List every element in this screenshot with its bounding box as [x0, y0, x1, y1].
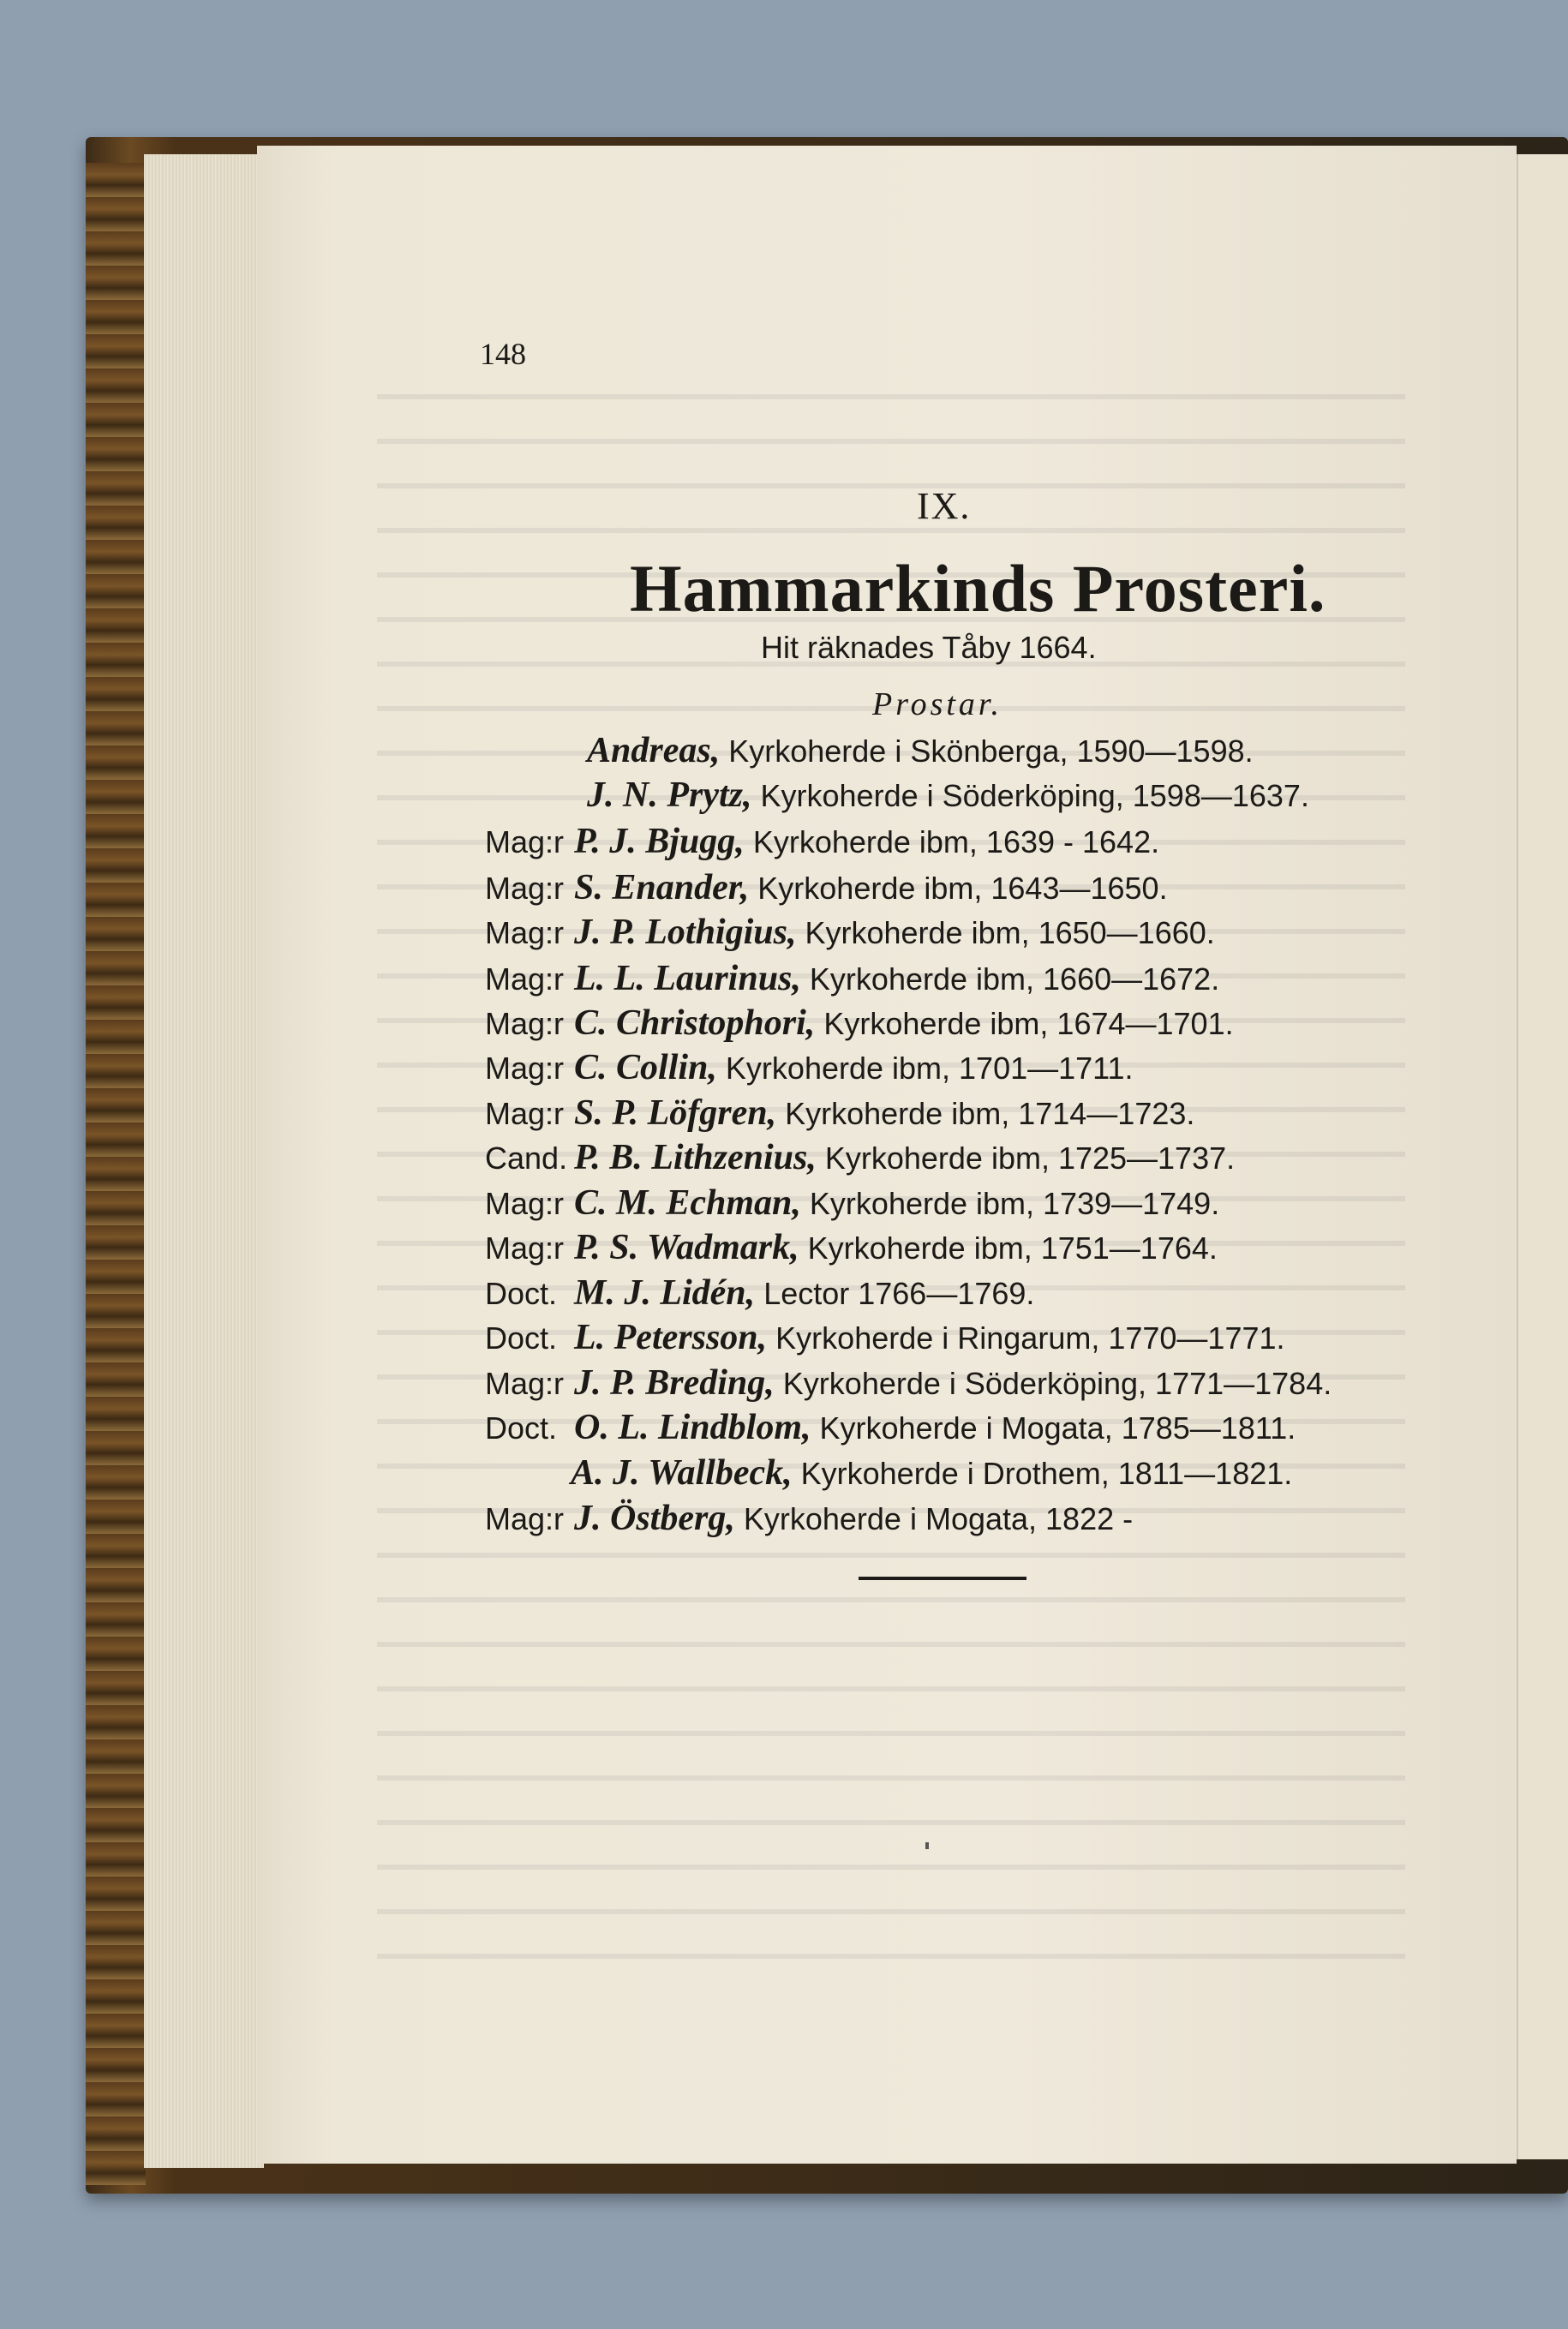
entry-prefix: Mag:r [485, 1366, 565, 1401]
entry-name: J. P. Breding, [574, 1363, 775, 1403]
entry-prefix: Doct. [485, 1320, 558, 1356]
entry-prefix: Mag:r [485, 824, 565, 859]
subtitle: Hit räknades Tåby 1664. [761, 630, 1097, 665]
entry-text: Kyrkoherde ibm, 1643—1650. [757, 871, 1168, 906]
entry-name: S. Enander, [574, 868, 750, 907]
entry-row [485, 1407, 1296, 1448]
entry-row [485, 1137, 1235, 1178]
entry-name: M. J. Lidén, [574, 1273, 756, 1313]
entry-prefix: Mag:r [485, 1230, 565, 1266]
entry-row [485, 1317, 1285, 1358]
entry-name: O. L. Lindblom, [574, 1408, 811, 1447]
book-spine-edge [86, 163, 146, 2185]
entry-name: L. L. Laurinus, [574, 959, 801, 998]
entry-prefix: Mag:r [485, 915, 565, 950]
entry-row [485, 1047, 1134, 1088]
entry-row [485, 1498, 1133, 1539]
entry-name: S. P. Löfgren, [574, 1093, 777, 1133]
entry-prefix: Mag:r [485, 1006, 565, 1041]
entry-row [485, 1003, 1234, 1044]
entry-name: C. Christophori, [574, 1003, 816, 1043]
section-heading: Prostar. [872, 686, 1003, 722]
entry-prefix: Mag:r [485, 1096, 565, 1131]
entry-text: Kyrkoherde ibm, 1739—1749. [809, 1186, 1220, 1221]
entry-row [485, 867, 1168, 908]
entry-text: Kyrkoherde i Söderköping, 1598—1637. [760, 778, 1309, 813]
entry-prefix: Mag:r [485, 1186, 565, 1221]
entry-prefix: Mag:r [485, 1501, 565, 1536]
entry-text: Kyrkoherde ibm, 1674—1701. [823, 1006, 1234, 1041]
entry-row [485, 958, 1219, 999]
entry-text: Kyrkoherde ibm, 1660—1672. [809, 961, 1220, 997]
entry-text: Lector 1766—1769. [763, 1276, 1035, 1311]
entry-text: Kyrkoherde i Söderköping, 1771—1784. [782, 1366, 1332, 1401]
entry-name: C. Collin, [574, 1048, 717, 1087]
page-edges [144, 154, 264, 2168]
entry-name: P. S. Wadmark, [574, 1228, 799, 1267]
entry-text: Kyrkoherde i Drothem, 1811—1821. [800, 1456, 1293, 1491]
entry-prefix: Doct. [485, 1410, 558, 1446]
entry-name: P. J. Bjugg, [574, 822, 745, 861]
chapter-number: IX. [917, 485, 972, 527]
entry-text: Kyrkoherde ibm, 1701—1711. [725, 1051, 1134, 1086]
entry-name: C. M. Echman, [574, 1183, 801, 1223]
entry-row [485, 912, 1215, 953]
entry-row [485, 730, 1254, 771]
entry-name: Andreas, [587, 731, 721, 770]
entry-text: Kyrkoherde ibm, 1725—1737. [824, 1141, 1236, 1176]
entry-row [485, 775, 1309, 816]
entry-row [485, 1227, 1218, 1268]
entry-text: Kyrkoherde ibm, 1714—1723. [785, 1096, 1195, 1131]
entry-prefix: Cand. [485, 1141, 568, 1176]
entry-name: J. Östberg, [574, 1499, 735, 1538]
entry-text: Kyrkoherde ibm, 1751—1764. [807, 1230, 1218, 1266]
entry-row [485, 821, 1159, 862]
entry-row [485, 1452, 1292, 1494]
entry-text: Kyrkoherde ibm, 1650—1660. [805, 915, 1215, 950]
entry-name: L. Petersson, [574, 1318, 768, 1357]
entry-name: A. J. Wallbeck, [571, 1453, 793, 1493]
entry-row [485, 1182, 1219, 1224]
entry-name: J. N. Prytz, [587, 775, 752, 815]
facing-page-edge [1517, 154, 1568, 2159]
entry-name: P. B. Lithzenius, [574, 1138, 817, 1177]
entry-name: J. P. Lothigius, [574, 913, 797, 952]
entry-row [485, 1272, 1034, 1314]
entry-prefix: Doct. [485, 1276, 558, 1311]
entry-row [485, 1362, 1332, 1404]
chapter-title: Hammarkinds Prosteri. [630, 551, 1326, 626]
entry-text: Kyrkoherde i Mogata, 1822 - [743, 1501, 1134, 1536]
entry-prefix: Mag:r [485, 961, 565, 997]
entry-text: Kyrkoherde i Ringarum, 1770—1771. [775, 1320, 1285, 1356]
entry-prefix: Mag:r [485, 871, 565, 906]
section-end-rule [859, 1577, 1026, 1580]
entry-text: Kyrkoherde i Skönberga, 1590—1598. [728, 733, 1254, 769]
entry-text: Kyrkoherde ibm, 1639 - 1642. [752, 824, 1160, 859]
paper-speck [925, 1842, 929, 1849]
entry-text: Kyrkoherde i Mogata, 1785—1811. [819, 1410, 1296, 1446]
entry-prefix: Mag:r [485, 1051, 565, 1086]
page-number: 148 [480, 337, 526, 371]
entry-row [485, 1093, 1194, 1134]
